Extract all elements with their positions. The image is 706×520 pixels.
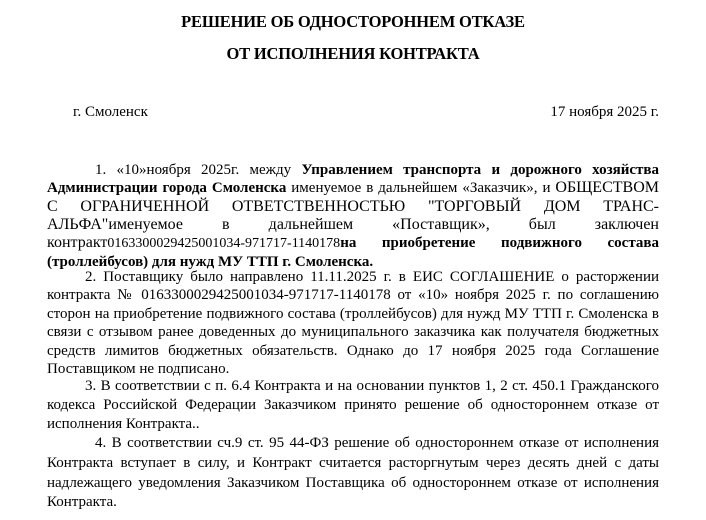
paragraph-text: именуемое в дальнейшем «Заказчик», и <box>286 180 556 197</box>
supplier-name: ОБЩЕСТВОМ С ОГРАНИЧЕННОЙ ОТВЕТСТВЕННОСТЬЮ "ТОРГОВЫЙ ДОМ ТРАНС-АЛЬФА" <box>47 179 659 233</box>
city: г. Смоленск <box>73 104 148 120</box>
place-date-row <box>73 104 659 121</box>
paragraph-number: 1. <box>95 162 107 178</box>
paragraph-1 <box>47 161 659 272</box>
paragraph-number: 4. <box>95 435 107 451</box>
contract-subject: на приобретение подвижного состава (троллейбусов) для нужд МУ ТТП г. Смоленска. <box>47 235 659 271</box>
paragraph-3 <box>47 377 659 435</box>
paragraph-text: В соответствии сч.9 ст. 95 44-ФЗ решение об одностороннем отказе от исполнения Контракта вступает в силу, и Контракт считается расторгнутым через десять дней с даты надлежащего уведомления Заказчиком Поставщика об одностороннем отказе от исполнения Контракта. <box>47 435 660 511</box>
paragraph-number: 3. <box>85 378 97 394</box>
paragraph-text: Поставщику было направлено 11.11.2025 г. в ЕИС СОГЛАШЕНИЕ о расторжении контракта № 0163300029425001034-971717-1140178 от «10» ноября 2025 г. по соглашению сторон на приобретение подвижного состава (троллейбусов) для нужд МУ ТТП г. Смоленска в связи с отзывом ранее доведенных до муниципального заказчика как получателя бюджетных средств лимитов бюджетных обязательств. Однако до 17 ноября 2025 года Соглашение Поставщиком не подписано. <box>47 269 660 378</box>
contract-number: 0163300029425001034-971717-1140178 <box>107 236 341 252</box>
paragraph-4 <box>47 434 659 513</box>
document-date: 17 ноября 2025 г. <box>550 104 659 120</box>
paragraph-number: 2. <box>85 269 97 285</box>
customer-name: Управлением транспорта и дорожного хозяйства Администрации города Смоленска <box>47 162 660 197</box>
document-title-line-2: ОТ ИСПОЛНЕНИЯ КОНТРАКТА <box>226 44 480 63</box>
document-title-line-1: РЕШЕНИЕ ОБ ОДНОСТОРОННЕМ ОТКАЗЕ <box>181 12 525 31</box>
paragraph-text: В соответствии с п. 6.4 Контракта и на основании пунктов 1, 2 ст. 450.1 Гражданского кодекса Российской Федерации Заказчиком принято решение об одностороннем отказе от исполнения Контракта.. <box>47 378 659 433</box>
paragraph-text: именуемое в дальнейшем «Поставщик», был заключен контракт <box>47 215 659 252</box>
paragraph-2 <box>47 268 659 378</box>
paragraph-text: «10»ноября 2025г. между <box>116 162 302 178</box>
